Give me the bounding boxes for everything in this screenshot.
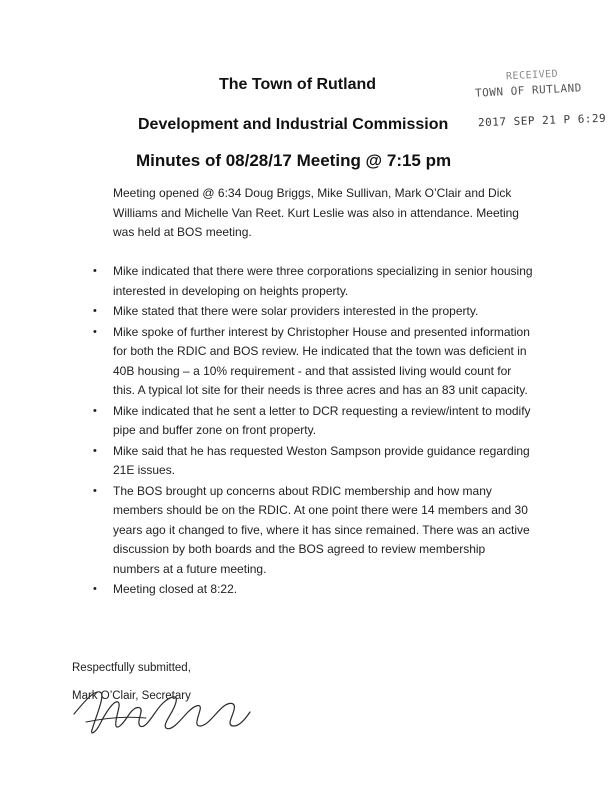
bullet-icon: • — [93, 444, 97, 457]
list-item-text: Mike said that he has requested Weston Sampson provide guidance regarding 21E issues. — [113, 443, 530, 477]
document-title-commission: Development and Industrial Commission — [138, 116, 449, 133]
bullet-icon: • — [93, 265, 97, 277]
list-item-text: Mike spoke of further interest by Christopher House and presented information for both the RDIC and BOS review. He indicated that the town was deficient in 40B housing – a 10% requirement - and that assisted living would count for this. A typical lot site for their needs is three acres and has an 83 unit capacity. — [113, 324, 530, 397]
intro-paragraph: Meeting opened @ 6:34 Doug Briggs, Mike Sullivan, Mark O’Clair and Dick Williams and Michelle Van Reet. Kurt Leslie was also in attendance. Meeting was held at BOS meeting. — [113, 186, 519, 239]
closing-salutation: Respectfully submitted, — [72, 662, 191, 674]
list-item-text: Meeting closed at 8:22. — [113, 582, 238, 596]
received-stamp-town: TOWN OF RUTLAND — [474, 81, 583, 100]
document-title-meeting: Minutes of 08/28/17 Meeting @ 7:15 pm — [136, 151, 452, 170]
bullet-icon: • — [93, 305, 97, 317]
bullet-icon: • — [93, 404, 97, 417]
received-stamp-date: 2017 SEP 21 P 6:29 — [477, 111, 607, 130]
list-item-text: The BOS brought up concerns about RDIC membership and how many members should be on the RDIC. At one point there were 14 members and 30 years ago it changed to five, where it has since remained. There was an active discussion by both boards and the BOS agreed to review membership numbers at a future meeting. — [113, 483, 530, 576]
handwritten-signature — [66, 672, 256, 742]
bullet-icon: • — [93, 325, 97, 338]
bullet-icon: • — [93, 583, 97, 595]
document-title-town: The Town of Rutland — [219, 76, 377, 93]
list-item — [93, 442, 533, 481]
list-item — [93, 580, 533, 600]
list-item — [93, 262, 533, 301]
list-item — [93, 482, 533, 580]
bullet-icon: • — [93, 484, 97, 497]
list-item-text: Mike indicated that he sent a letter to DCR requesting a review/intent to modify pipe and buffer zone on front property. — [113, 403, 531, 437]
signatory-name: Mark O’Clair, Secretary — [72, 690, 191, 702]
received-stamp-label: RECEIVED — [505, 68, 559, 83]
list-item-text: Mike stated that there were solar providers interested in the property. — [113, 304, 479, 318]
list-item — [93, 302, 533, 322]
list-item — [93, 402, 533, 441]
minutes-bullet-list — [93, 262, 533, 601]
list-item — [93, 323, 533, 401]
list-item-text: Mike indicated that there were three corporations specializing in senior housing interested in developing on heights property. — [113, 264, 533, 298]
